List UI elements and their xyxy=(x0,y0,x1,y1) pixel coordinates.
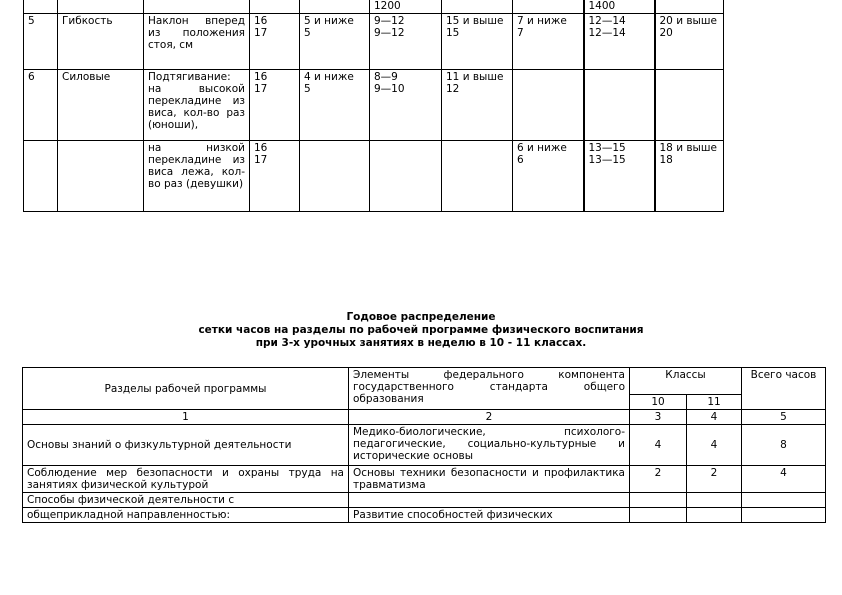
age-cell: 16 17 xyxy=(250,14,300,70)
header-cell xyxy=(24,0,58,14)
boys-mid-cell: 9—12 9—12 xyxy=(370,14,442,70)
header-cell xyxy=(513,0,584,14)
boys-high-cell: 15 и выше 15 xyxy=(442,14,513,70)
table-row xyxy=(23,508,826,523)
grade-11-hours xyxy=(687,508,742,523)
table-row xyxy=(23,466,826,493)
section-cell: общеприкладной направленностью: xyxy=(23,508,349,523)
hours-table xyxy=(22,367,826,523)
girls-low-cell: 7 и ниже 7 xyxy=(513,14,584,70)
boys-mid-cell: 8—9 9—10 xyxy=(370,70,442,141)
row-number: 6 xyxy=(24,70,58,141)
column-number: 2 xyxy=(349,410,630,425)
grade-11-hours: 2 xyxy=(687,466,742,493)
girls-low-cell xyxy=(513,70,584,141)
header-cell xyxy=(442,0,513,14)
column-number: 5 xyxy=(742,410,826,425)
grade-10-header: 10 xyxy=(630,395,687,410)
grade-11-header: 11 xyxy=(687,395,742,410)
exercise-cell: Подтягивание: на высокой перекладине из виса, кол-во раз (юноши), xyxy=(144,70,250,141)
table-row xyxy=(24,14,724,70)
total-hours: 8 xyxy=(742,425,826,466)
table-row xyxy=(24,141,724,212)
girls-mid-cell xyxy=(584,70,655,141)
header-cell xyxy=(655,0,724,14)
sections-header: Разделы рабочей программы xyxy=(23,368,349,410)
column-number: 3 xyxy=(630,410,687,425)
grade-10-hours: 4 xyxy=(630,425,687,466)
grade-11-hours xyxy=(687,493,742,508)
total-header: Всего часов xyxy=(742,368,826,410)
title-line: Годовое распределение xyxy=(346,311,496,323)
total-hours xyxy=(742,508,826,523)
table-row xyxy=(23,425,826,466)
title-line: при 3-х урочных занятиях в неделю в 10 - 11 классах. xyxy=(255,337,587,349)
header-cell xyxy=(250,0,300,14)
elements-header: Элементы федерального компонента государственного стандарта общего образования xyxy=(349,368,630,410)
element-cell: Основы техники безопасности и профилактика травматизма xyxy=(349,466,630,493)
age-cell: 16 17 xyxy=(250,141,300,212)
classes-header: Классы xyxy=(630,368,742,395)
age-cell: 16 17 xyxy=(250,70,300,141)
quality-cell xyxy=(58,141,144,212)
section-cell: Основы знаний о физкультурной деятельности xyxy=(23,425,349,466)
column-numbers-row xyxy=(23,410,826,425)
standards-table xyxy=(23,0,724,212)
quality-cell: Силовые xyxy=(58,70,144,141)
section-cell: Способы физической деятельности с xyxy=(23,493,349,508)
header-cell: 1400 xyxy=(584,0,655,14)
grade-10-hours xyxy=(630,508,687,523)
grade-10-hours xyxy=(630,493,687,508)
column-number: 1 xyxy=(23,410,349,425)
element-cell xyxy=(349,493,630,508)
header-cell xyxy=(58,0,144,14)
quality-cell: Гибкость xyxy=(58,14,144,70)
total-hours xyxy=(742,493,826,508)
boys-high-cell: 11 и выше 12 xyxy=(442,70,513,141)
header-cell xyxy=(300,0,370,14)
girls-high-cell: 20 и выше 20 xyxy=(655,14,724,70)
header-cell xyxy=(144,0,250,14)
girls-mid-cell: 12—14 12—14 xyxy=(584,14,655,70)
title-line: сетки часов на разделы по рабочей программе физического воспитания xyxy=(198,324,644,336)
boys-mid-cell xyxy=(370,141,442,212)
boys-low-cell: 4 и ниже 5 xyxy=(300,70,370,141)
grade-10-hours: 2 xyxy=(630,466,687,493)
table-row xyxy=(24,70,724,141)
boys-low-cell xyxy=(300,141,370,212)
column-number: 4 xyxy=(687,410,742,425)
grade-11-hours: 4 xyxy=(687,425,742,466)
exercise-cell: Наклон вперед из положения стоя, см xyxy=(144,14,250,70)
header-cell: 1200 xyxy=(370,0,442,14)
girls-high-cell: 18 и выше 18 xyxy=(655,141,724,212)
girls-low-cell: 6 и ниже 6 xyxy=(513,141,584,212)
hours-header-row xyxy=(23,368,826,395)
girls-high-cell xyxy=(655,70,724,141)
row-number xyxy=(24,141,58,212)
section-cell: Соблюдение мер безопасности и охраны труда на занятиях физической культурой xyxy=(23,466,349,493)
total-hours: 4 xyxy=(742,466,826,493)
standards-header-row xyxy=(24,0,724,14)
boys-high-cell xyxy=(442,141,513,212)
girls-mid-cell: 13—15 13—15 xyxy=(584,141,655,212)
row-number: 5 xyxy=(24,14,58,70)
exercise-cell: на низкой перекладине из виса лежа, кол-во раз (девушки) xyxy=(144,141,250,212)
section-title xyxy=(0,311,842,350)
element-cell: Развитие способностей физических xyxy=(349,508,630,523)
table-row xyxy=(23,493,826,508)
boys-low-cell: 5 и ниже 5 xyxy=(300,14,370,70)
element-cell: Медико-биологические, психолого-педагогические, социально-культурные и исторические основы xyxy=(349,425,630,466)
